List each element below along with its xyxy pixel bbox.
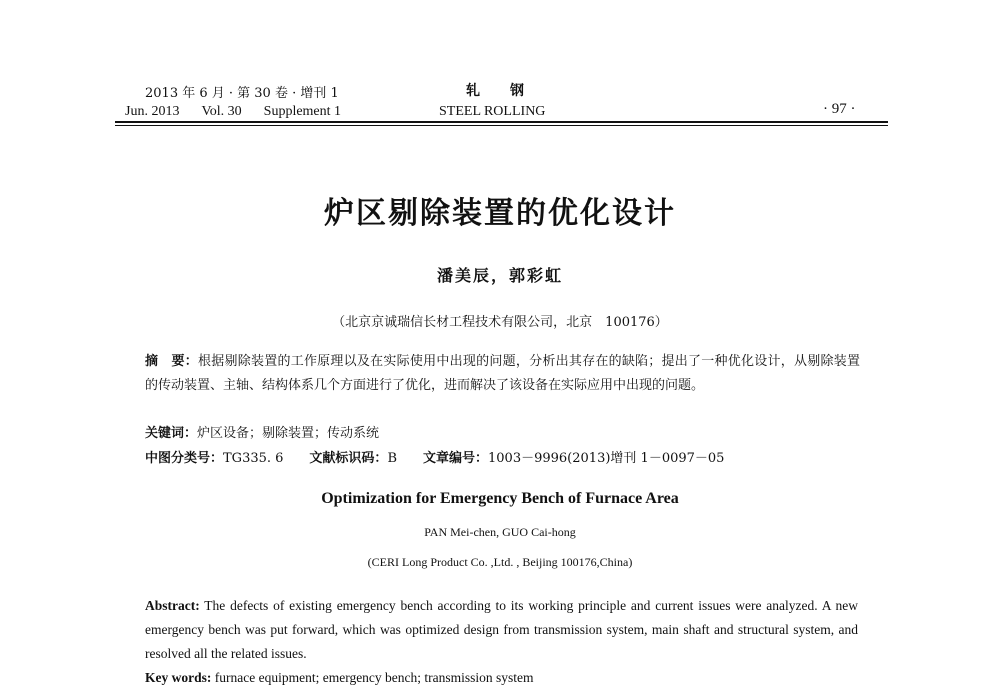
header-rule-thick <box>115 121 888 123</box>
paper-title-en: Optimization for Emergency Bench of Furnace Area <box>321 490 679 507</box>
doc-code-label: 文献标识码： <box>309 451 388 466</box>
page-number: · 97 · <box>823 101 856 117</box>
header-date-en: Jun. 2013 <box>125 104 180 119</box>
abstract-text-cn: 根据剔除装置的工作原理以及在实际使用中出现的问题，分析出其存在的缺陷；提出了一种优化设计，从剔除装置的传动装置、主轴、结构体系几个方面进行了优化，进而解决了该设备在实际应用中出现的问题。 <box>145 354 860 393</box>
header-issue-en <box>125 104 363 120</box>
header-rule-thin <box>115 125 888 126</box>
keywords-label-en: Key words: <box>145 670 212 685</box>
keywords-en <box>145 666 534 690</box>
classification-line <box>145 447 724 471</box>
keywords-cn <box>145 422 379 446</box>
authors-en: PAN Mei-chen, GUO Cai-hong <box>424 525 576 539</box>
clc-value: TG335. 6 <box>223 451 284 466</box>
abstract-label-cn: 摘 要： <box>145 354 198 369</box>
keywords-label-cn: 关键词： <box>145 426 198 441</box>
header-date-cn: 2013 年 6 月 · 第 30 卷 · 增刊 1 <box>145 86 339 101</box>
keywords-text-cn: 炉区设备；剔除装置；传动系统 <box>197 426 380 441</box>
article-no-value: 1003－9996(2013)增刊 1－0097－05 <box>488 451 725 466</box>
header-supplement-en: Supplement 1 <box>263 104 342 119</box>
header-journal-cn: 轧钢 <box>466 83 554 99</box>
abstract-label-en: Abstract: <box>145 598 200 613</box>
article-no-label: 文章编号： <box>423 451 489 466</box>
abstract-en <box>145 594 858 666</box>
header-journal-en: STEEL ROLLING <box>439 104 546 119</box>
header-volume-en: Vol. 30 <box>201 104 242 119</box>
abstract-text-en: The defects of existing emergency bench according to its working principle and current issues were analyzed. A new emergency bench was put forward, which was optimized design from transmission system, main shaft and structural system, and resolved all the related issues. <box>145 598 858 661</box>
clc-label: 中图分类号： <box>145 451 224 466</box>
keywords-text-en: furnace equipment; emergency bench; transmission system <box>214 670 534 685</box>
doc-code-value: B <box>387 451 397 466</box>
authors-cn: 潘美辰，郭彩虹 <box>436 266 563 285</box>
abstract-cn <box>145 350 860 398</box>
affiliation-en: (CERI Long Product Co. ,Ltd. , Beijing 100176,China) <box>367 555 633 569</box>
affiliation-cn: （北京京诚瑞信长材工程技术有限公司，北京 100176） <box>332 315 668 330</box>
paper-title-cn: 炉区剔除装置的优化设计 <box>324 196 676 231</box>
